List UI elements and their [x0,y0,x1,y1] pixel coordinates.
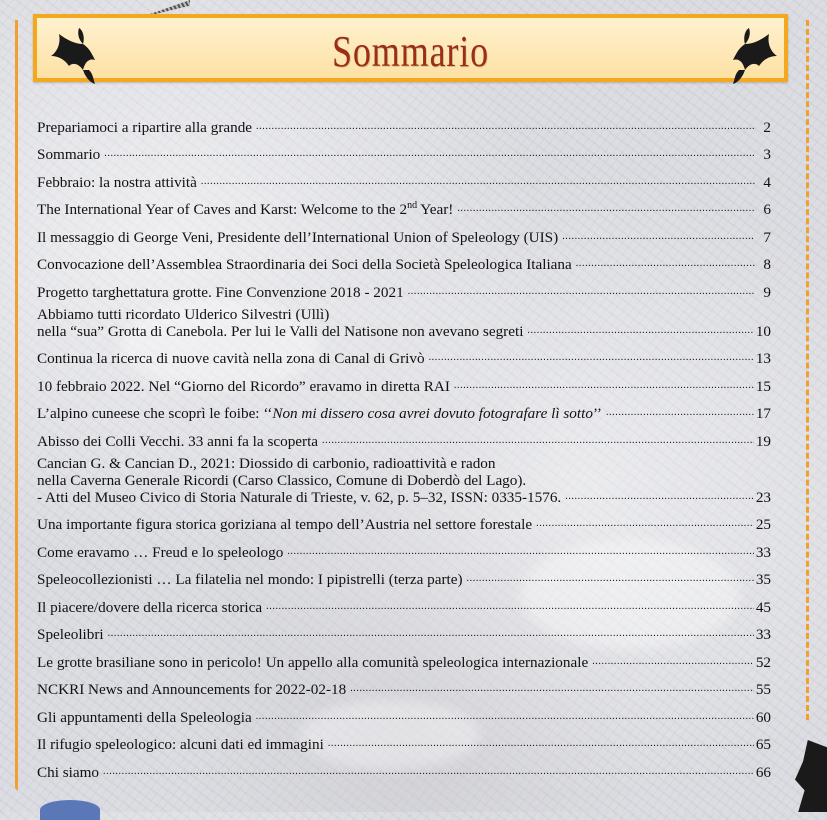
logo-badge [40,800,100,820]
dot-leader [287,545,753,559]
toc-entry[interactable] [37,645,771,673]
toc-entry[interactable] [37,424,771,452]
dot-leader [322,434,754,448]
dot-leader [256,710,754,724]
corner-decoration [150,0,190,14]
toc-entry-title: Progetto targhettatura grotte. Fine Convenzione 2018 - 2021 [37,283,404,301]
dot-leader [350,682,754,696]
toc-entry-title: Gli appuntamenti della Speleologia [37,708,252,726]
dot-leader [256,120,755,134]
page-border-left [15,20,18,790]
toc-entry[interactable] [37,275,771,303]
toc-page-number: 13 [755,350,771,367]
toc-entry[interactable] [37,673,771,701]
dot-leader [408,285,755,299]
toc-page-number: 4 [763,173,771,191]
toc-page-number: 3 [763,146,771,163]
toc-page-number: 65 [755,736,771,753]
toc-entry-title: Sommario [37,146,101,163]
toc-entry[interactable] [37,397,771,425]
toc-entry-title: Continua la ricerca di nuove cavità nella zona di Canal di Grivò [37,350,425,367]
toc-entry[interactable] [37,110,771,138]
toc-page-number: 6 [763,201,771,218]
dot-leader [565,490,754,504]
toc-entry[interactable] [37,755,771,783]
toc-page-number: 2 [763,118,771,136]
toc-page-number: 17 [755,405,771,422]
toc-page-number: 55 [755,681,771,698]
toc-entry[interactable] [37,452,771,508]
toc-page-number: 9 [763,283,771,301]
toc-page-number: 52 [755,653,771,671]
toc-entry-title: Abbiamo tutti ricordato Ulderico Silvestri (Ullì) nella “sua” Grotta di Canebola. Per lui le Valli del Natisone non avevano segreti [37,305,524,340]
dot-leader [536,517,754,531]
toc-page-number: 7 [763,228,771,246]
dot-leader [429,351,754,365]
toc-entry-title: The International Year of Caves and Karst: Welcome to the 2nd Year! [37,199,454,218]
toc-entry-title: NCKRI News and Announcements for 2022-02-18 [37,681,347,698]
toc-entry-title: 10 febbraio 2022. Nel “Giorno del Ricordo” eravamo in diretta RAI [37,377,450,395]
page-border-right [806,20,809,720]
dot-leader [562,230,755,244]
dot-leader [467,572,754,586]
toc-entry[interactable] [37,248,771,276]
toc-entry-title: Cancian G. & Cancian D., 2021: Diossido di carbonio, radioattività e radon nella Caverna Generale Ricordi (Carso Classico, Comune di Doberdò del Lago). - Atti del Museo Civico di Storia Naturale di Trieste, v. 62, p. 5–32, ISSN: 0335-1576. [37,454,562,506]
toc-page-number: 25 [755,516,771,533]
toc-page-number: 33 [755,543,771,561]
dot-leader [606,406,754,420]
toc-page-number: 23 [755,488,771,506]
dot-leader [201,175,755,189]
toc-entry-title: L’alpino cuneese che scoprì le foibe: ‘‘Non mi dissero cosa avrei dovuto fotografare lì sotto’’ [37,405,602,422]
toc-entry[interactable] [37,508,771,536]
bat-icon [717,22,779,86]
toc-entry-title: Il messaggio di George Veni, Presidente dell’International Union of Speleology (UIS) [37,228,559,246]
toc-entry-title: Chi siamo [37,763,100,781]
toc-page-number: 60 [755,708,771,726]
toc-page-number: 19 [755,432,771,450]
dot-leader [592,655,754,669]
toc-entry[interactable] [37,138,771,166]
toc-entry[interactable] [37,618,771,646]
dot-leader [527,324,753,338]
dot-leader [108,627,754,641]
toc-entry[interactable] [37,590,771,618]
dot-leader [576,257,755,271]
dot-leader [454,379,754,393]
toc-entry[interactable] [37,535,771,563]
toc-page-number: 8 [763,256,771,273]
toc-entry-title: Speleocollezionisti … La filatelia nel mondo: I pipistrelli (terza parte) [37,571,463,588]
toc-entry-title: Speleolibri [37,626,104,643]
bat-silhouette-icon [795,740,827,812]
toc-entry-title: Le grotte brasiliane sono in pericolo! Un appello alla comunità speleologica internazionale [37,653,589,671]
toc-entry-title: Prepariamoci a ripartire alla grande [37,118,253,136]
header-banner [33,14,788,82]
toc-entry[interactable] [37,193,771,221]
toc-entry-title: Convocazione dell’Assemblea Straordinaria dei Soci della Società Speleologica Italiana [37,256,572,273]
toc-entry[interactable] [37,563,771,591]
toc-entry[interactable] [37,220,771,248]
page-title: Sommario [332,27,489,76]
dot-leader [266,600,754,614]
toc-page-number: 66 [755,763,771,781]
toc-entry-title: Il piacere/dovere della ricerca storica [37,598,263,616]
toc-page-number: 45 [755,598,771,616]
toc-page-number: 15 [755,377,771,395]
toc-page-number: 10 [755,322,771,340]
table-of-contents [37,110,771,783]
toc-entry[interactable] [37,728,771,756]
bat-icon [49,22,111,86]
toc-entry[interactable] [37,369,771,397]
dot-leader [328,737,754,751]
toc-entry[interactable] [37,303,771,342]
dot-leader [457,202,755,216]
toc-entry[interactable] [37,700,771,728]
toc-entry-title: Come eravamo … Freud e lo speleologo [37,543,284,561]
toc-entry-title: Abisso dei Colli Vecchi. 33 anni fa la scoperta [37,432,319,450]
toc-entry-title: Il rifugio speleologico: alcuni dati ed immagini [37,736,324,753]
toc-page-number: 35 [755,571,771,588]
toc-entry-title: Una importante figura storica goriziana al tempo dell’Austria nel settore forestale [37,516,533,533]
dot-leader [103,765,754,779]
dot-leader [104,147,755,161]
toc-entry[interactable] [37,165,771,193]
toc-entry-title: Febbraio: la nostra attività [37,173,197,191]
toc-page-number: 33 [755,626,771,643]
toc-entry[interactable] [37,342,771,370]
